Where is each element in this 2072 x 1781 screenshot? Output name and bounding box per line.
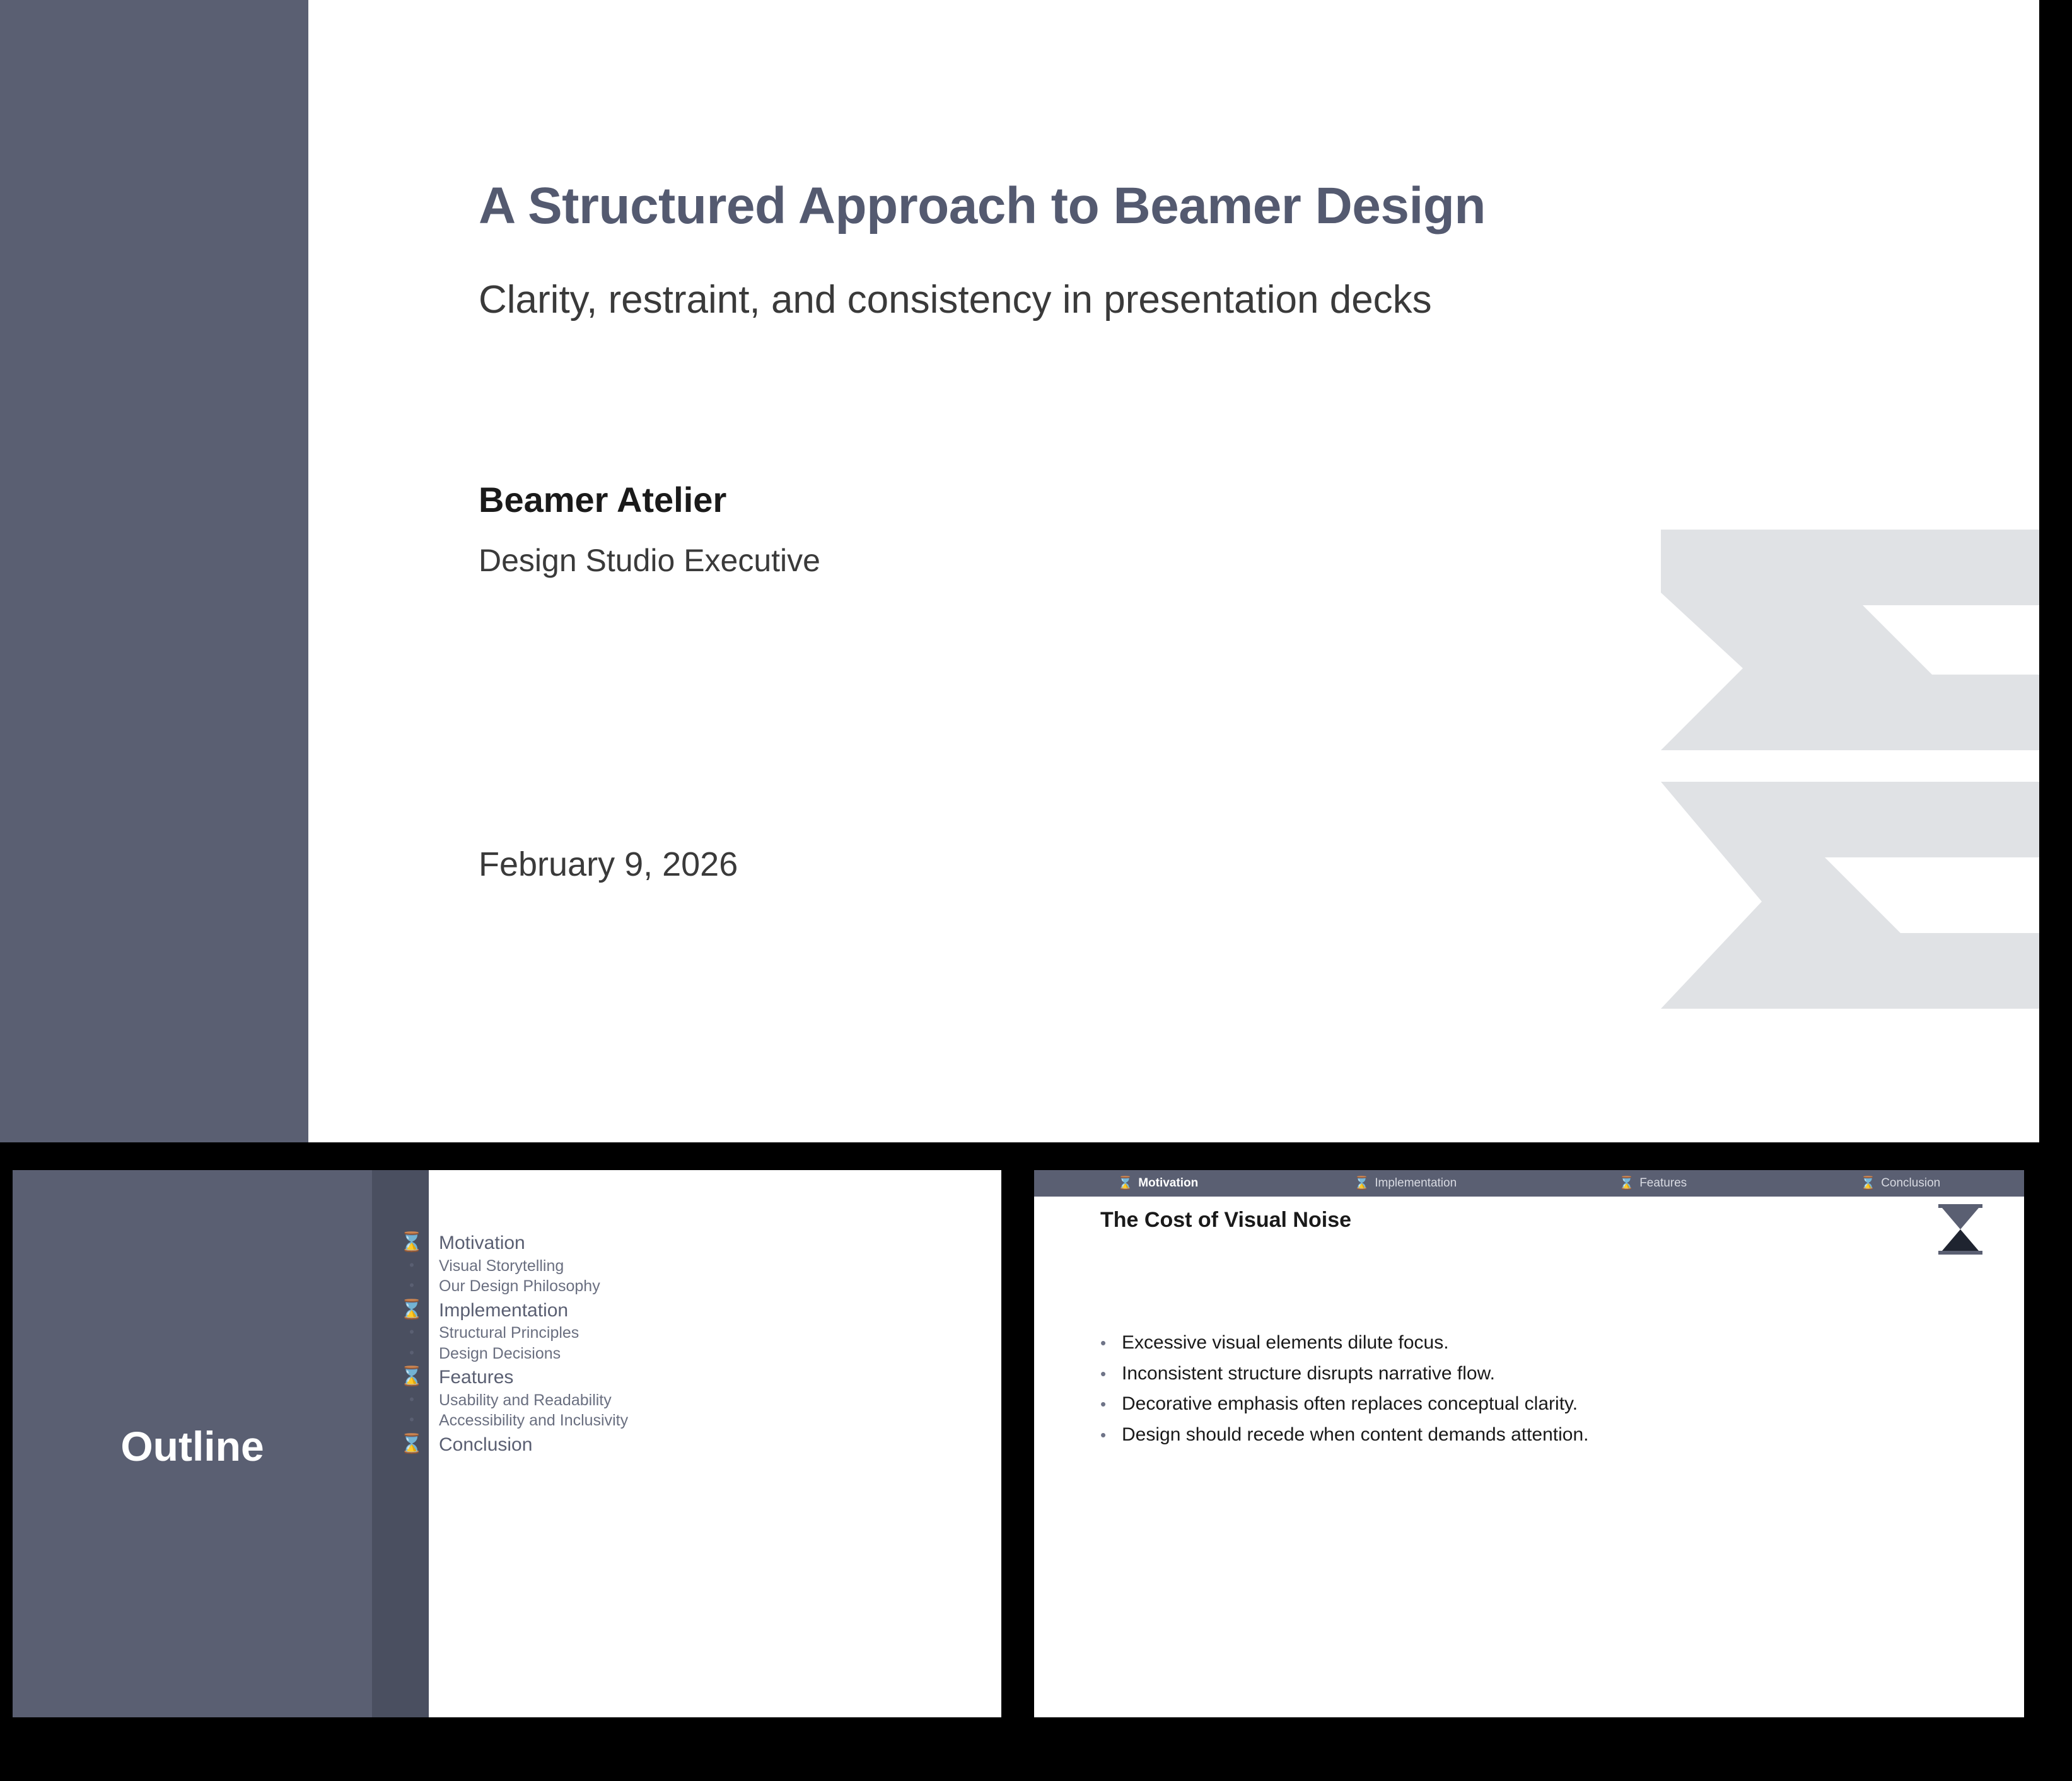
bullet-dot-icon: • <box>1100 1364 1107 1383</box>
list-item-text: Excessive visual elements dilute focus. <box>1122 1332 1449 1353</box>
nav-item-label: Features <box>1639 1176 1687 1190</box>
hourglass-icon: ⌛ <box>400 1232 424 1253</box>
outline-slide <box>13 1170 1001 1717</box>
bullet-dot-icon: • <box>1100 1333 1107 1352</box>
hourglass-logo-icon <box>1936 1203 1985 1256</box>
hourglass-icon: ⌛ <box>400 1433 424 1454</box>
title-slide-body <box>308 0 2039 1142</box>
toc-entry[interactable] <box>385 1432 1001 1458</box>
section-navigation-bar <box>1034 1170 2024 1197</box>
dot-icon: • <box>409 1324 414 1340</box>
toc-entry[interactable] <box>385 1365 1001 1431</box>
toc-subsection-label: Accessibility and Inclusivity <box>439 1412 629 1430</box>
dot-icon: • <box>409 1391 414 1407</box>
presentation-title: A Structured Approach to Beamer Design <box>479 177 1486 235</box>
list-item <box>1100 1331 1974 1355</box>
presentation-date: February 9, 2026 <box>479 845 738 883</box>
nav-item-conclusion[interactable] <box>1777 1176 2025 1190</box>
toc-section-label: Implementation <box>439 1299 569 1321</box>
dot-icon: • <box>409 1344 414 1360</box>
nav-item-label: Conclusion <box>1881 1176 1941 1190</box>
toc-entry[interactable] <box>385 1231 1001 1297</box>
nav-item-motivation[interactable] <box>1034 1176 1282 1190</box>
slide-thumbnail-row <box>0 1157 2072 1744</box>
list-item <box>1100 1362 1974 1386</box>
toc-entry[interactable] <box>385 1298 1001 1364</box>
content-slide <box>1034 1170 2024 1717</box>
hourglass-icon: ⌛ <box>1619 1176 1635 1190</box>
outline-heading: Outline <box>120 1423 264 1470</box>
presentation-author-role: Design Studio Executive <box>479 543 820 578</box>
dot-icon: • <box>409 1412 414 1428</box>
frame-title: The Cost of Visual Noise <box>1100 1208 1352 1232</box>
toc-section-label: Features <box>439 1367 514 1388</box>
nav-item-label: Implementation <box>1375 1176 1457 1190</box>
hourglass-icon: ⌛ <box>1354 1176 1370 1190</box>
decorative-logo-icon <box>1636 530 2039 1142</box>
dot-icon: • <box>409 1256 414 1273</box>
list-item-text: Decorative emphasis often replaces conceptual clarity. <box>1122 1393 1578 1414</box>
list-item <box>1100 1423 1974 1447</box>
nav-item-features[interactable] <box>1529 1176 1777 1190</box>
bullet-list <box>1100 1331 1974 1453</box>
hourglass-icon: ⌛ <box>400 1366 424 1388</box>
toc-subsection-label: Our Design Philosophy <box>439 1277 600 1296</box>
bullet-dot-icon: • <box>1100 1425 1107 1444</box>
toc-section-label: Motivation <box>439 1233 525 1253</box>
list-item-text: Design should recede when content demands attention. <box>1122 1424 1589 1445</box>
dot-icon: • <box>409 1277 414 1294</box>
nav-item-implementation[interactable] <box>1282 1176 1530 1190</box>
toc-section-label: Conclusion <box>439 1434 533 1455</box>
presentation-author: Beamer Atelier <box>479 480 727 519</box>
toc-subsection-label: Usability and Readability <box>439 1391 612 1409</box>
list-item-text: Inconsistent structure disrupts narrative flow. <box>1122 1362 1495 1384</box>
title-slide-sidebar <box>0 0 308 1142</box>
hourglass-icon: ⌛ <box>1117 1176 1134 1190</box>
toc-subsection-label: Design Decisions <box>439 1344 561 1362</box>
toc-subsection-label: Visual Storytelling <box>439 1256 564 1275</box>
nav-item-label: Motivation <box>1138 1176 1199 1190</box>
hourglass-icon: ⌛ <box>400 1299 424 1320</box>
toc-subsection-label: Structural Principles <box>439 1324 579 1342</box>
bullet-dot-icon: • <box>1100 1395 1107 1413</box>
presentation-subtitle: Clarity, restraint, and consistency in presentation decks <box>479 278 1432 322</box>
list-item <box>1100 1392 1974 1416</box>
hourglass-icon: ⌛ <box>1860 1176 1877 1190</box>
table-of-contents <box>372 1231 1001 1717</box>
